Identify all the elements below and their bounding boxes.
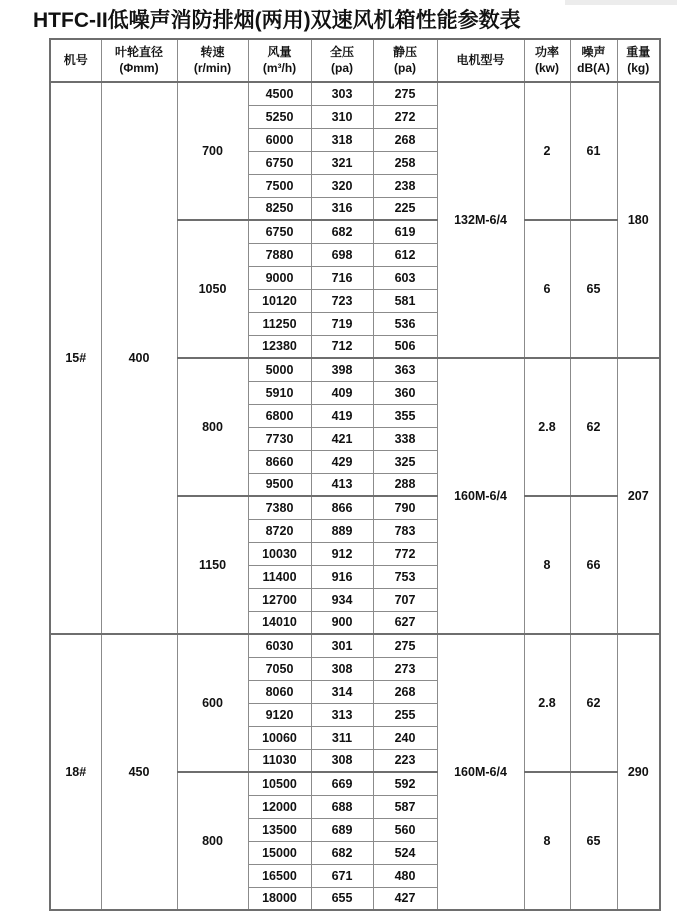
table-row: [50, 634, 660, 657]
cell-air-volume: 10060: [248, 726, 311, 749]
cell-air-volume: 5000: [248, 358, 311, 381]
cell-speed: 800: [177, 358, 248, 496]
header-impeller-diameter: 叶轮直径 (Φmm): [101, 39, 177, 82]
cell-air-volume: 12000: [248, 795, 311, 818]
cell-total-pressure: 900: [311, 611, 373, 634]
fan-performance-table: [49, 38, 661, 911]
cell-static-pressure: 612: [373, 243, 437, 266]
cell-static-pressure: 275: [373, 82, 437, 105]
cell-noise: 65: [570, 772, 617, 910]
cell-air-volume: 12700: [248, 588, 311, 611]
cell-air-volume: 7880: [248, 243, 311, 266]
cell-total-pressure: 716: [311, 266, 373, 289]
cell-air-volume: 5250: [248, 105, 311, 128]
table-row: [50, 82, 660, 105]
cell-air-volume: 8720: [248, 519, 311, 542]
cell-power: 8: [524, 772, 570, 910]
cell-air-volume: 6800: [248, 404, 311, 427]
cell-speed: 1150: [177, 496, 248, 634]
table-header-row: [50, 39, 660, 82]
cell-static-pressure: 360: [373, 381, 437, 404]
cell-machine-no: 18#: [50, 634, 101, 910]
cell-static-pressure: 258: [373, 151, 437, 174]
cropped-table-remnant: [565, 0, 677, 5]
cell-air-volume: 7500: [248, 174, 311, 197]
cell-static-pressure: 238: [373, 174, 437, 197]
cell-static-pressure: 273: [373, 657, 437, 680]
cell-total-pressure: 310: [311, 105, 373, 128]
cell-static-pressure: 268: [373, 128, 437, 151]
cell-air-volume: 10030: [248, 542, 311, 565]
cell-air-volume: 7050: [248, 657, 311, 680]
cell-total-pressure: 421: [311, 427, 373, 450]
cell-air-volume: 8060: [248, 680, 311, 703]
cell-impeller-diameter: 400: [101, 82, 177, 634]
header-motor-model: 电机型号: [437, 39, 524, 82]
cell-static-pressure: 363: [373, 358, 437, 381]
cell-air-volume: 6030: [248, 634, 311, 657]
cell-static-pressure: 753: [373, 565, 437, 588]
cell-static-pressure: 707: [373, 588, 437, 611]
cell-total-pressure: 669: [311, 772, 373, 795]
cell-air-volume: 13500: [248, 818, 311, 841]
cell-total-pressure: 314: [311, 680, 373, 703]
cell-noise: 66: [570, 496, 617, 634]
cell-static-pressure: 592: [373, 772, 437, 795]
cell-static-pressure: 355: [373, 404, 437, 427]
cell-power: 2.8: [524, 634, 570, 772]
cell-total-pressure: 308: [311, 657, 373, 680]
cell-speed: 600: [177, 634, 248, 772]
header-weight: 重量 (kg): [617, 39, 660, 82]
cell-static-pressure: 223: [373, 749, 437, 772]
cell-total-pressure: 311: [311, 726, 373, 749]
cell-total-pressure: 866: [311, 496, 373, 519]
header-power: 功率 (kw): [524, 39, 570, 82]
cell-static-pressure: 790: [373, 496, 437, 519]
cell-power: 2.8: [524, 358, 570, 496]
cell-power: 8: [524, 496, 570, 634]
cell-noise: 65: [570, 220, 617, 358]
cell-total-pressure: 313: [311, 703, 373, 726]
cell-noise: 61: [570, 82, 617, 220]
cell-total-pressure: 682: [311, 841, 373, 864]
table-body: [50, 82, 660, 910]
cell-weight: 290: [617, 634, 660, 910]
cell-total-pressure: 429: [311, 450, 373, 473]
cell-total-pressure: 916: [311, 565, 373, 588]
cell-air-volume: 6750: [248, 220, 311, 243]
cell-air-volume: 7380: [248, 496, 311, 519]
header-speed: 转速 (r/min): [177, 39, 248, 82]
cell-static-pressure: 268: [373, 680, 437, 703]
cell-air-volume: 8660: [248, 450, 311, 473]
cell-static-pressure: 536: [373, 312, 437, 335]
cell-speed: 700: [177, 82, 248, 220]
cell-static-pressure: 338: [373, 427, 437, 450]
cell-static-pressure: 427: [373, 887, 437, 910]
cell-air-volume: 9500: [248, 473, 311, 496]
cell-total-pressure: 398: [311, 358, 373, 381]
cell-static-pressure: 272: [373, 105, 437, 128]
cell-total-pressure: 321: [311, 151, 373, 174]
cell-static-pressure: 240: [373, 726, 437, 749]
cell-air-volume: 11400: [248, 565, 311, 588]
cell-motor-model: 132M-6/4: [437, 82, 524, 358]
cell-total-pressure: 301: [311, 634, 373, 657]
cell-static-pressure: 225: [373, 197, 437, 220]
cell-static-pressure: 560: [373, 818, 437, 841]
cell-speed: 1050: [177, 220, 248, 358]
cell-machine-no: 15#: [50, 82, 101, 634]
cell-static-pressure: 627: [373, 611, 437, 634]
cell-total-pressure: 723: [311, 289, 373, 312]
cell-air-volume: 12380: [248, 335, 311, 358]
cell-static-pressure: 288: [373, 473, 437, 496]
cell-air-volume: 9120: [248, 703, 311, 726]
header-static-pressure: 静压 (pa): [373, 39, 437, 82]
header-machine-no: 机号: [50, 39, 101, 82]
cell-static-pressure: 275: [373, 634, 437, 657]
cell-speed: 800: [177, 772, 248, 910]
cell-noise: 62: [570, 634, 617, 772]
cell-static-pressure: 772: [373, 542, 437, 565]
cell-air-volume: 11030: [248, 749, 311, 772]
cell-air-volume: 11250: [248, 312, 311, 335]
cell-static-pressure: 783: [373, 519, 437, 542]
cell-static-pressure: 581: [373, 289, 437, 312]
cell-total-pressure: 719: [311, 312, 373, 335]
cell-total-pressure: 689: [311, 818, 373, 841]
cell-static-pressure: 255: [373, 703, 437, 726]
cell-air-volume: 10500: [248, 772, 311, 795]
cell-static-pressure: 603: [373, 266, 437, 289]
cell-motor-model: 160M-6/4: [437, 358, 524, 634]
cell-air-volume: 10120: [248, 289, 311, 312]
cell-static-pressure: 619: [373, 220, 437, 243]
cell-static-pressure: 524: [373, 841, 437, 864]
cell-air-volume: 9000: [248, 266, 311, 289]
cell-total-pressure: 308: [311, 749, 373, 772]
cell-air-volume: 6000: [248, 128, 311, 151]
cell-total-pressure: 682: [311, 220, 373, 243]
header-total-pressure: 全压 (pa): [311, 39, 373, 82]
cell-total-pressure: 655: [311, 887, 373, 910]
cell-static-pressure: 506: [373, 335, 437, 358]
cell-total-pressure: 303: [311, 82, 373, 105]
cell-total-pressure: 318: [311, 128, 373, 151]
page-title: HTFC-II低噪声消防排烟(两用)双速风机箱性能参数表: [33, 9, 521, 32]
cell-power: 2: [524, 82, 570, 220]
cell-total-pressure: 698: [311, 243, 373, 266]
cell-total-pressure: 671: [311, 864, 373, 887]
header-noise: 噪声 dB(A): [570, 39, 617, 82]
cell-total-pressure: 316: [311, 197, 373, 220]
cell-air-volume: 16500: [248, 864, 311, 887]
cell-static-pressure: 587: [373, 795, 437, 818]
cell-air-volume: 8250: [248, 197, 311, 220]
cell-total-pressure: 688: [311, 795, 373, 818]
cell-air-volume: 4500: [248, 82, 311, 105]
cell-noise: 62: [570, 358, 617, 496]
cell-total-pressure: 934: [311, 588, 373, 611]
cell-total-pressure: 912: [311, 542, 373, 565]
cell-air-volume: 6750: [248, 151, 311, 174]
cell-total-pressure: 320: [311, 174, 373, 197]
cell-motor-model: 160M-6/4: [437, 634, 524, 910]
cell-static-pressure: 480: [373, 864, 437, 887]
cell-air-volume: 7730: [248, 427, 311, 450]
cell-total-pressure: 413: [311, 473, 373, 496]
cell-air-volume: 15000: [248, 841, 311, 864]
header-air-volume: 风量 (m³/h): [248, 39, 311, 82]
cell-weight: 207: [617, 358, 660, 634]
cell-air-volume: 18000: [248, 887, 311, 910]
cell-power: 6: [524, 220, 570, 358]
cell-static-pressure: 325: [373, 450, 437, 473]
cell-impeller-diameter: 450: [101, 634, 177, 910]
cell-total-pressure: 409: [311, 381, 373, 404]
cell-air-volume: 14010: [248, 611, 311, 634]
cell-total-pressure: 889: [311, 519, 373, 542]
cell-total-pressure: 712: [311, 335, 373, 358]
cell-weight: 180: [617, 82, 660, 358]
cell-air-volume: 5910: [248, 381, 311, 404]
cell-total-pressure: 419: [311, 404, 373, 427]
